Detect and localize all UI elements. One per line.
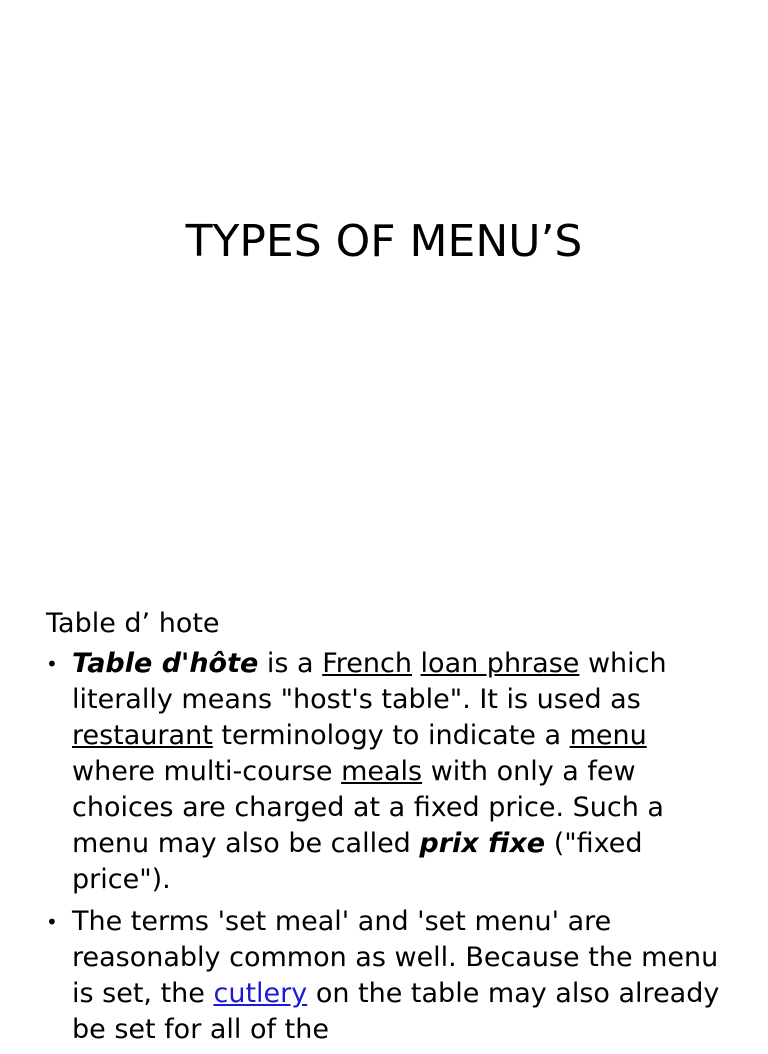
text-segment [412, 648, 421, 679]
slide-body [46, 606, 736, 1054]
section-heading: Table d’ hote [46, 608, 220, 639]
text-segment: ("fixed price"). [72, 828, 643, 895]
bullet-list [46, 646, 736, 1048]
bullet-icon: • [46, 652, 58, 676]
link-cutlery[interactable]: cutlery [213, 978, 308, 1009]
text-segment: The terms 'set meal' and 'set menu' are reasonably common as well. Because the menu is set, the [72, 906, 719, 1009]
text-segment: which literally means "host's table". It is used as [72, 648, 667, 715]
text-segment: is a [258, 648, 323, 679]
bullet-item-set-menu [46, 904, 736, 1048]
bullet-item-table-dhote [46, 646, 736, 898]
text-segment: where multi-course [72, 756, 342, 787]
term-prix-fixe: prix fixe [419, 828, 546, 859]
link-restaurant[interactable]: restaurant [72, 720, 213, 751]
slide-title: TYPES OF MENU’S [185, 216, 583, 267]
bullet-icon: • [46, 910, 58, 934]
link-menu[interactable]: menu [569, 720, 647, 751]
text-segment: on the table may also already be set for all of the [72, 978, 720, 1045]
term-table-dhote: Table d'hôte [72, 648, 259, 679]
link-french[interactable]: French [322, 648, 412, 679]
link-loan-phrase[interactable]: loan phrase [420, 648, 580, 679]
text-segment: terminology to indicate a [212, 720, 570, 751]
text-segment: with only a few choices are charged at a fixed price. Such a menu may also be called [72, 756, 664, 859]
link-meals[interactable]: meals [341, 756, 423, 787]
